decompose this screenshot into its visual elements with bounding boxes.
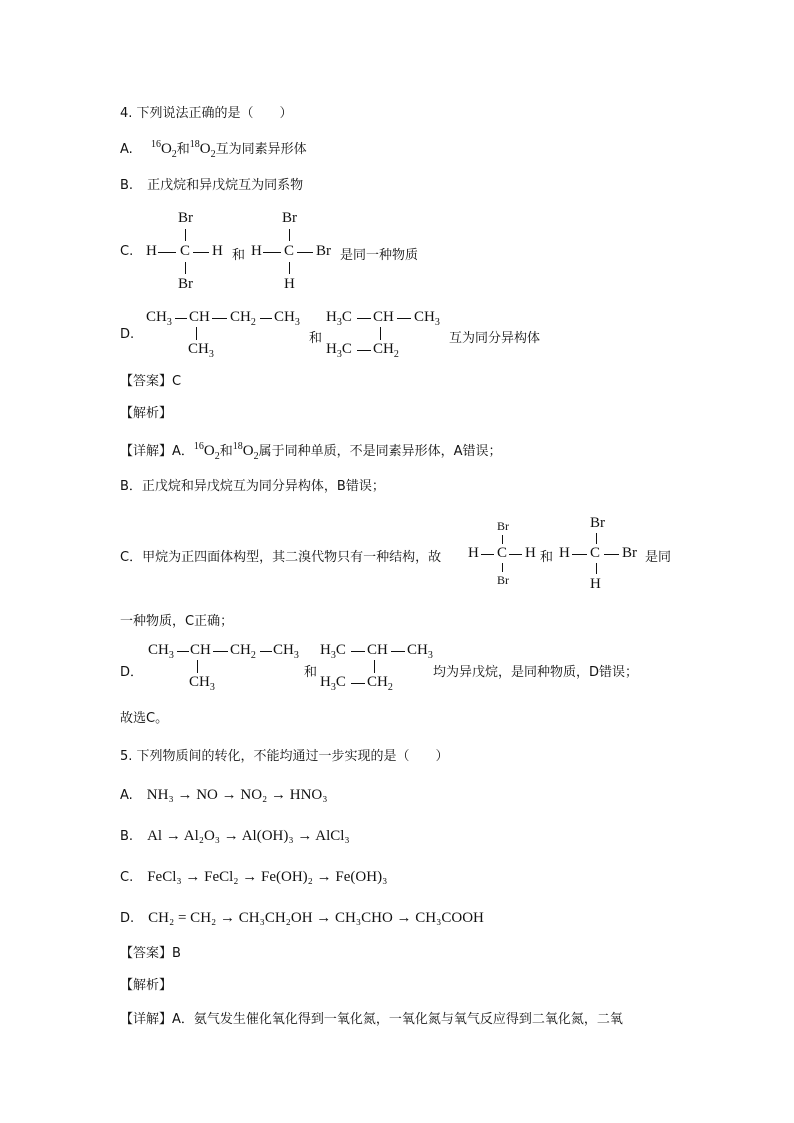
q5-stem: 5. 下列物质间的转化，不能均通过一步实现的是（ ） [120,749,449,764]
q4-analysis-title: 【解析】 [120,406,173,421]
q4-option-a: A. $^{16}O_2$和$^{18}O_2$互为同素异形体 [120,139,307,160]
q4-detail-d-label: D． [120,665,144,680]
q4-detail-c-tail: 是同 [645,550,672,565]
q4-conclusion: 故选C。 [120,711,169,726]
q4-detail-c-and: 和 [540,550,554,565]
q4-detail-d-tail: 均为异戊烷，是同种物质，D错误； [433,665,639,680]
q5-answer: 【答案】B [120,946,181,961]
q4-option-c-label: C. [120,244,134,259]
q4-option-c-and: 和 [232,248,246,263]
q5-option-b: B. Al → Al₂O₃ → Al(OH)₃ → AlCl₃ [120,828,350,844]
q4-option-b: B. 正戊烷和异戊烷互为同系物 [120,178,304,193]
q5-option-a: A. NH₃ → NO → NO₂ → HNO₃ [120,787,328,803]
q4-stem: 4. 下列说法正确的是（ ） [120,106,293,121]
q4-detail-a: 【详解】A．$^{16}O_2$和$^{18}O_2$属于同种单质，不是同素异形体，A错误； [120,441,502,462]
q4-answer: 【答案】C [120,374,182,389]
q5-detail-a: 【详解】A．氨气发生催化氧化得到一氧化氮，一氧化氮与氧气反应得到二氧化氮，二氧 [120,1012,623,1027]
q4-option-c-tail: 是同一种物质 [340,248,419,263]
q5-option-c: C. FeCl₃ → FeCl₂ → Fe(OH)₂ → Fe(OH)₃ [120,869,388,885]
q4-detail-c-prefix: C．甲烷为正四面体构型，其二溴代物只有一种结构，故 [120,550,442,565]
q5-analysis-title: 【解析】 [120,978,173,993]
q4-detail-b: B．正戊烷和异戊烷互为同分异构体，B错误； [120,479,385,494]
q4-detail-c-cont: 一种物质，C正确； [120,614,234,629]
q4-option-d-label: D. [120,327,135,342]
q4-option-d-tail: 互为同分异构体 [449,331,541,346]
q4-detail-d-and: 和 [304,665,318,680]
q4-option-d-and: 和 [309,331,323,346]
q5-option-d: D. CH₂ = CH₂ → CH₃CH₂OH → CH₃CHO → CH₃COOH [120,910,484,926]
